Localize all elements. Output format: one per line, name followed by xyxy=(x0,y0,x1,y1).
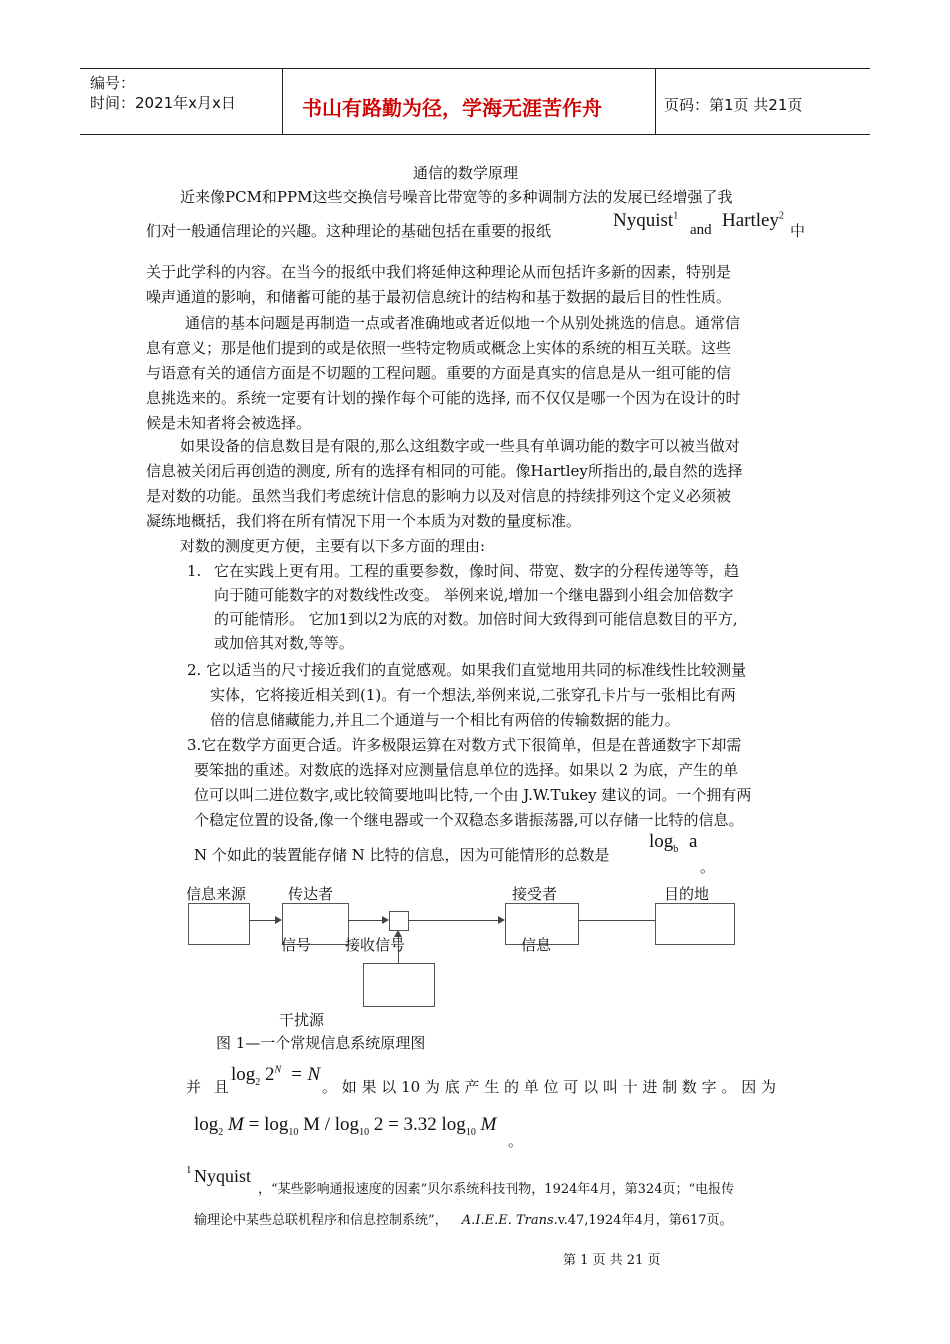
header-time-label: 时间：2021年x月x日 xyxy=(90,94,236,112)
bingqie-text: 并 且 xyxy=(186,1078,233,1096)
log-b-expression xyxy=(649,831,697,855)
arrowhead-transmitter xyxy=(275,916,282,924)
footnote-nyquist: Nyquist xyxy=(194,1166,252,1186)
diagram-caption: 图 1—一个常规信息系统原理图 xyxy=(216,1034,426,1052)
eq1-sub: 2 xyxy=(255,1076,261,1088)
eq1-rhs: = N xyxy=(289,1064,321,1085)
eq2-mid: = log xyxy=(248,1114,289,1135)
eq1-log: log xyxy=(231,1064,256,1085)
paragraph-2-line-4: 息挑选来的。系统一定要有计划的操作每个可能的选择, 而不仅仅是哪一个因为在设计的时 xyxy=(146,389,741,407)
period-2: 。 xyxy=(508,1132,524,1150)
paragraph-1-line-2 xyxy=(146,218,551,244)
diagram-noise-box xyxy=(363,963,435,1007)
footnote-line-2 xyxy=(194,1209,733,1228)
nyquist-ref xyxy=(613,210,678,232)
diagram-source-box xyxy=(188,903,250,945)
paragraph-4: 对数的测度更方便，主要有以下多方面的理由: xyxy=(180,537,486,555)
eq2-sub2: 2 xyxy=(218,1126,224,1138)
list-item-1-line-3: 的可能情形。 它加1到以2为底的对数。加倍时间大致得到可能信息数目的平方, xyxy=(214,610,738,628)
paragraph-3-line-3: 是对数的功能。虽然当我们考虑统计信息的影响力以及对信息的持续排列这个定义必须被 xyxy=(146,487,732,505)
hartley-ref xyxy=(722,210,784,232)
paragraph-2-line-3: 与语意有关的通信方面是不切题的工程问题。重要的方面是真实的信息是从一组可能的信 xyxy=(146,364,732,382)
footnote-line-2-text: 输理论中某些总联机程序和信息控制系统”， xyxy=(194,1213,448,1228)
diagram-channel-box xyxy=(389,911,409,931)
eq1-exp: N xyxy=(274,1064,282,1076)
diagram-destination-label: 目的地 xyxy=(664,885,710,903)
paragraph-1-line-2-text: 们对一般通信理论的兴趣。这种理论的基础包括在重要的报纸 xyxy=(146,222,552,240)
footnote-line-1: ，“某些影响通报速度的因素”贝尔系统科技刊物，1924年4月，第324页；“电报传 xyxy=(258,1182,735,1197)
header-page-info: 页码：第1页 共21页 xyxy=(664,96,803,114)
log-b-sub: b xyxy=(673,843,679,855)
diagram-receiver-label: 接受者 xyxy=(512,885,558,903)
list-item-3-line-5: N 个如此的装置能存储 N 比特的信息，因为可能情形的总数是 xyxy=(194,846,610,864)
paragraph-2-line-2: 息有意义；那是他们提到的或是依照一些特定物质或概念上实体的系统的相互关联。这些 xyxy=(146,339,732,357)
list-item-1-number: 1. xyxy=(187,562,202,580)
arrowhead-receiver xyxy=(498,916,505,924)
eq1-base: 2 xyxy=(265,1064,275,1085)
log-b-log: log xyxy=(649,831,674,852)
eq2-sub10c: 10 xyxy=(465,1126,476,1138)
paragraph-1-line-4: 噪声通道的影响，和储蓄可能的基于最初信息统计的结构和基于数据的最后目的性性质。 xyxy=(146,288,732,306)
zhong-char: 中 xyxy=(790,222,806,240)
header-motto: 书山有路勤为径，学海无涯苦作舟 xyxy=(302,96,602,120)
arrow-channel-to-receiver xyxy=(408,920,498,921)
list-item-3-line-1: 3.它在数学方面更合适。许多极限运算在对数方式下很简单，但是在普通数字下却需 xyxy=(187,736,742,754)
diagram-message-label: 信息 xyxy=(521,936,552,954)
eq2-M2: M / log xyxy=(303,1114,360,1135)
eq2-M: M xyxy=(228,1114,244,1135)
equation-log-conversion xyxy=(194,1114,496,1138)
diagram-destination-box xyxy=(655,903,735,945)
footer-page-number: 第 1 页 共 21 页 xyxy=(563,1253,661,1268)
list-item-3-line-4: 个稳定位置的设备,像一个继电器或一个双稳态多谐振荡器,可以存储一比特的信息。 xyxy=(194,811,744,829)
equation-log2-2N xyxy=(231,1064,320,1088)
paragraph-3-line-1: 如果设备的信息数目是有限的,那么这组数字或一些具有单调功能的数字可以被当做对 xyxy=(180,437,740,455)
nyquist-sup: 1 xyxy=(673,210,679,222)
list-item-3-line-2: 要笨拙的重述。对数底的选择对应测量信息单位的选择。如果以 2 为底，产生的单 xyxy=(194,761,739,779)
diagram-received-signal-label: 接收信号 xyxy=(345,936,406,954)
footnote-line-2-tail: v.47,1924年4月，第617页。 xyxy=(557,1213,733,1228)
arrow-source-to-transmitter xyxy=(249,920,275,921)
list-item-1-line-1: 它在实践上更有用。工程的重要参数，像时间、带宽、数字的分程传递等等，趋 xyxy=(214,562,740,580)
paragraph-3-line-2: 信息被关闭后再创造的测度, 所有的选择有相同的可能。像Hartley所指出的,最自然的选择 xyxy=(146,462,743,480)
paragraph-3-line-4: 凝练地概括，我们将在所有情况下用一个本质为对数的量度标准。 xyxy=(146,512,582,530)
hartley-sup: 2 xyxy=(778,210,784,222)
period-1: 。 xyxy=(700,858,716,876)
eq2-sub10a: 10 xyxy=(288,1126,299,1138)
list-item-2-line-3: 倍的信息储藏能力,并且二个通道与一个相比有两倍的传输数据的能力。 xyxy=(210,711,680,729)
list-item-1-line-2: 向于随可能数字的对数线性改变。 举例来说,增加一个继电器到小组会加倍数字 xyxy=(214,586,734,604)
paragraph-2-line-1: 通信的基本问题是再制造一点或者准确地或者近似地一个从别处挑选的信息。通常信 xyxy=(185,314,741,332)
eq2-sub10b: 10 xyxy=(359,1126,370,1138)
list-item-3-line-3: 位可以叫二进位数字,或比较简要地叫比特,一个由 J.W.Tukey 建议的词。一个拥有两 xyxy=(194,786,752,804)
arrow-receiver-to-destination xyxy=(578,920,655,921)
header-number-label: 编号： xyxy=(90,74,136,92)
hartley-name: Hartley xyxy=(722,210,779,231)
diagram-source-label: 信息来源 xyxy=(186,885,247,903)
eq2-log: log xyxy=(194,1114,219,1135)
paragraph-5-rest: 。 如 果 以 10 为 底 产 生 的 单 位 可 以 叫 十 进 制 数 字 。 因 为 xyxy=(322,1078,776,1096)
log-b-a: a xyxy=(689,831,698,852)
and-word: and xyxy=(690,222,712,238)
paragraph-2-line-5: 候是未知者将会被选择。 xyxy=(146,414,312,432)
eq2-tail: 2 = 3.32 log xyxy=(373,1114,466,1135)
footnote-journal: A.I.E.E. Trans. xyxy=(461,1213,558,1228)
diagram-transmitter-label: 传达者 xyxy=(288,885,334,903)
nyquist-name: Nyquist xyxy=(613,210,674,231)
list-item-1-line-4: 或加倍其对数,等等。 xyxy=(214,634,354,652)
arrowhead-channel xyxy=(382,916,389,924)
footnote-marker: 1 xyxy=(186,1164,192,1176)
document-title: 通信的数学原理 xyxy=(413,164,519,182)
eq2-M3: M xyxy=(480,1114,497,1135)
paragraph-1-line-3: 关于此学科的内容。在当今的报纸中我们将延伸这种理论从而包括许多新的因素，特别是 xyxy=(146,263,732,281)
diagram-signal-label: 信号 xyxy=(281,936,312,954)
diagram-noise-label: 干扰源 xyxy=(279,1011,325,1029)
paragraph-1-line-1: 近来像PCM和PPM这些交换信号噪音比带宽等的多种调制方法的发展已经增强了我 xyxy=(180,188,733,206)
list-item-2-line-1: 2. 它以适当的尺寸接近我们的直觉感观。如果我们直觉地用共同的标准线性比较测量 xyxy=(187,661,747,679)
list-item-2-line-2: 实体，它将接近相关到(1)。有一个想法,举例来说,二张穿孔卡片与一张相比有两 xyxy=(210,686,736,704)
arrow-transmitter-to-channel xyxy=(348,920,382,921)
